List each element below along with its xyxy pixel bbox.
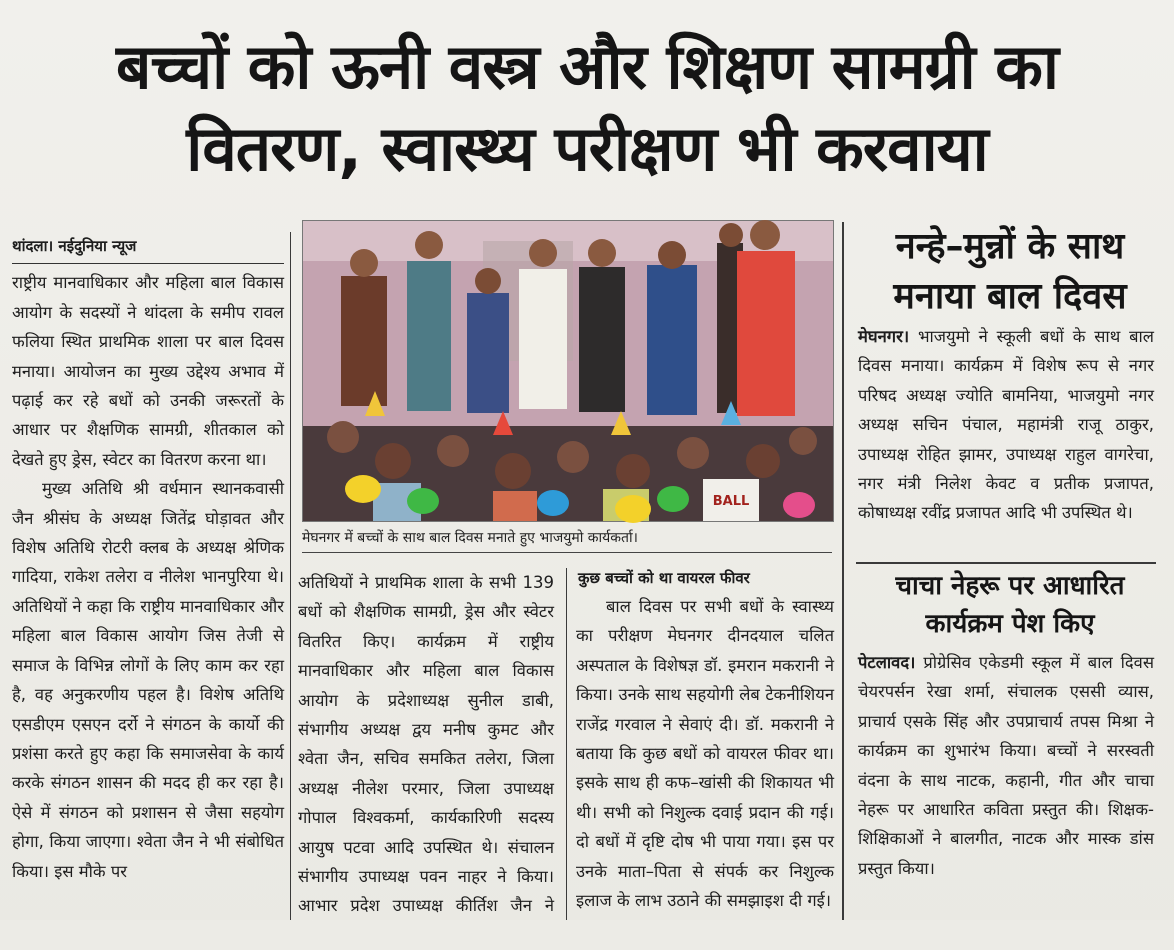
main-story-column-3 [576,592,834,922]
shirt-text: BALL [712,494,750,509]
side-story-2-lead: पेटलावद। [858,653,916,672]
main-story-column-2-text: अतिथियों ने प्राथमिक शाला के सभी 139 बधों को शैक्षणिक सामग्री, ड्रेस और स्वेटर वितरित किए। कार्यक्रम में राष्ट्रीय मानवाधिकार और महिला बाल विकास आयोग के प्रदेशाध्यक्ष सुनील डाबी, संभागीय अध्यक्ष द्वय मनीष कुमट और श्वेता जैन, सचिव समकित तलेरा, जिला अध्यक्ष नीलेश परमार, जिला उपाध्यक्ष गोपाल विश्वकर्मा, कार्यकारिणी सदस्य आयुष पटवा आदि उपस्थित थे। संचालन संभागीय उपाध्यक्ष पवन नाहर ने किया। आभार प्रदेश उपाध्यक्ष कीर्तिश जैन ने [298,573,554,916]
side-story-1-lead: मेघनगर। [858,327,910,346]
side-story-2-title-line-2: कार्यक्रम पेश किए [925,609,1095,639]
column-rule-2 [566,568,567,922]
side-story-1-title-line-1: नन्हे–मुन्नों के साथ [895,226,1125,267]
side-story-2-text: प्रोग्रेसिव एकेडमी स्कूल में बाल दिवस चेयरपर्सन रेखा शर्मा, संचालक एससी व्यास, प्राचार्य एसके सिंह और उपप्राचार्य तपस मिश्रा ने कार्यक्रम का शुभारंभ किया। बच्चों ने सरस्वती वंदना के साथ नाटक, कहानी, गीत और चाचा नेहरू पर आधारित कविता प्रस्तुत की। शिक्षक-शिक्षिकाओं ने बालगीत, नाटक और मास्क डांस प्रस्तुत किया। [858,653,1155,878]
side-story-1-title-line-2: मनाया बाल दिवस [893,276,1127,317]
event-photo [302,220,834,522]
headline-line-1: बच्चों को ऊनी वस्त्र और शिक्षण सामग्री का [116,30,1058,103]
photo-caption: मेघनगर में बच्चों के साथ बाल दिवस मनाते हुए भाजयुमो कार्यकर्ता। [302,524,832,553]
page-bottom-margin [0,920,1174,942]
headline-line-2: वितरण, स्वास्थ्य परीक्षण भी करवाया [186,112,988,185]
event-photo-illustration [303,221,833,521]
column-rule-3 [842,222,844,922]
side-story-2-title-line-1: चाचा नेहरू पर आधारित [895,571,1125,601]
side-story-1-body [858,322,1154,564]
column-rule-1 [290,232,291,922]
side-story-divider [856,562,1156,564]
side-story-1-text: भाजयुमो ने स्कूली बधों के साथ बाल दिवस मनाया। कार्यक्रम में विशेष रूप से नगर परिषद अध्यक्ष ज्योति बामनिया, भाजयुमो नगर अध्यक्ष सचिन पंचाल, महामंत्री राजू ठाकुर, उपाध्यक्ष रोहित झामर, उपाध्यक्ष राहुल वागरेचा, नगर मंत्री निलेश केवट व प्रतीक प्रजापत, कोषाध्यक्ष रवींद्र प्रजापत आदि भी उपस्थित थे। [858,327,1154,523]
side-story-2-body [858,648,1154,922]
main-story-column-3-text: बाल दिवस पर सभी बधों के स्वास्थ्य का परीक्षण मेघनगर दीनदयाल चलित अस्पताल के विशेषज्ञ डॉ. इमरान मकरानी ने किया। उनके साथ सहयोगी लेब टेकनीशियन राजेंद्र गरवाल ने सेवाएं दी। डॉ. मकरानी ने बताया कि कुछ बधों को वायरल फीवर था। इसके साथ ही कफ–खांसी की शिकायत भी थी। सभी को निशुल्क दवाई प्रदान की गई। दो बधों में दृष्टि दोष भी पाया गया। इस पर उनके माता–पिता से संपर्क कर निशुल्क इलाज के लाभ उठाने की समझाइश दी गई। [576,597,834,911]
main-story-column-2 [298,568,554,922]
dateline: थांदला। नईदुनिया न्यूज [12,232,284,264]
column-3-subhead: कुछ बच्चों को था वायरल फीवर [578,569,750,587]
main-story-column-1 [12,232,284,922]
main-story-paragraph-2: मुख्य अतिथि श्री वर्धमान स्थानकवासी जैन श्रीसंघ के अध्यक्ष जितेंद्र घोड़ावत और विशेष अतिथि रोटरी क्लब के अध्यक्ष श्रेणिक गादिया, राकेश तलेरा व नीलेश भानपुरिया थे। अतिथियों ने कहा कि राष्ट्रीय मानवाधिकार और महिला बाल विकास आयोग जिस तेजी से समाज के विभिन्न लोगों के लिए काम कर रहा है, वह अनुकरणीय पहल है। विशेष अतिथि एसडीएम एसएन दर्रो ने संगठन के कार्यो की प्रशंसा करते हुए कहा कि समाजसेवा के कार्य करके संगठन शासन की मदद ही कर रहा है। ऐसे में संगठन को प्रशासन से जैसा सहयोग होगा, किया जाएगा। श्वेता जैन ने भी संबोधित किया। इस मौके पर [12,479,284,881]
main-story-paragraph-1: राष्ट्रीय मानवाधिकार और महिला बाल विकास आयोग के सदस्यों ने थांदला के समीप रावल फलिया स्थित प्राथमिक शाला पर बाल दिवस मनाया। आयोजन का मुख्य उद्देश्य अभाव में पढ़ाई कर रहे बधों को उनकी जरूरतों के आधार पर शैक्षणिक सामग्री, शीतकाल को देखते हुए ड्रेस, स्वेटर का वितरण करना था। [12,273,284,469]
